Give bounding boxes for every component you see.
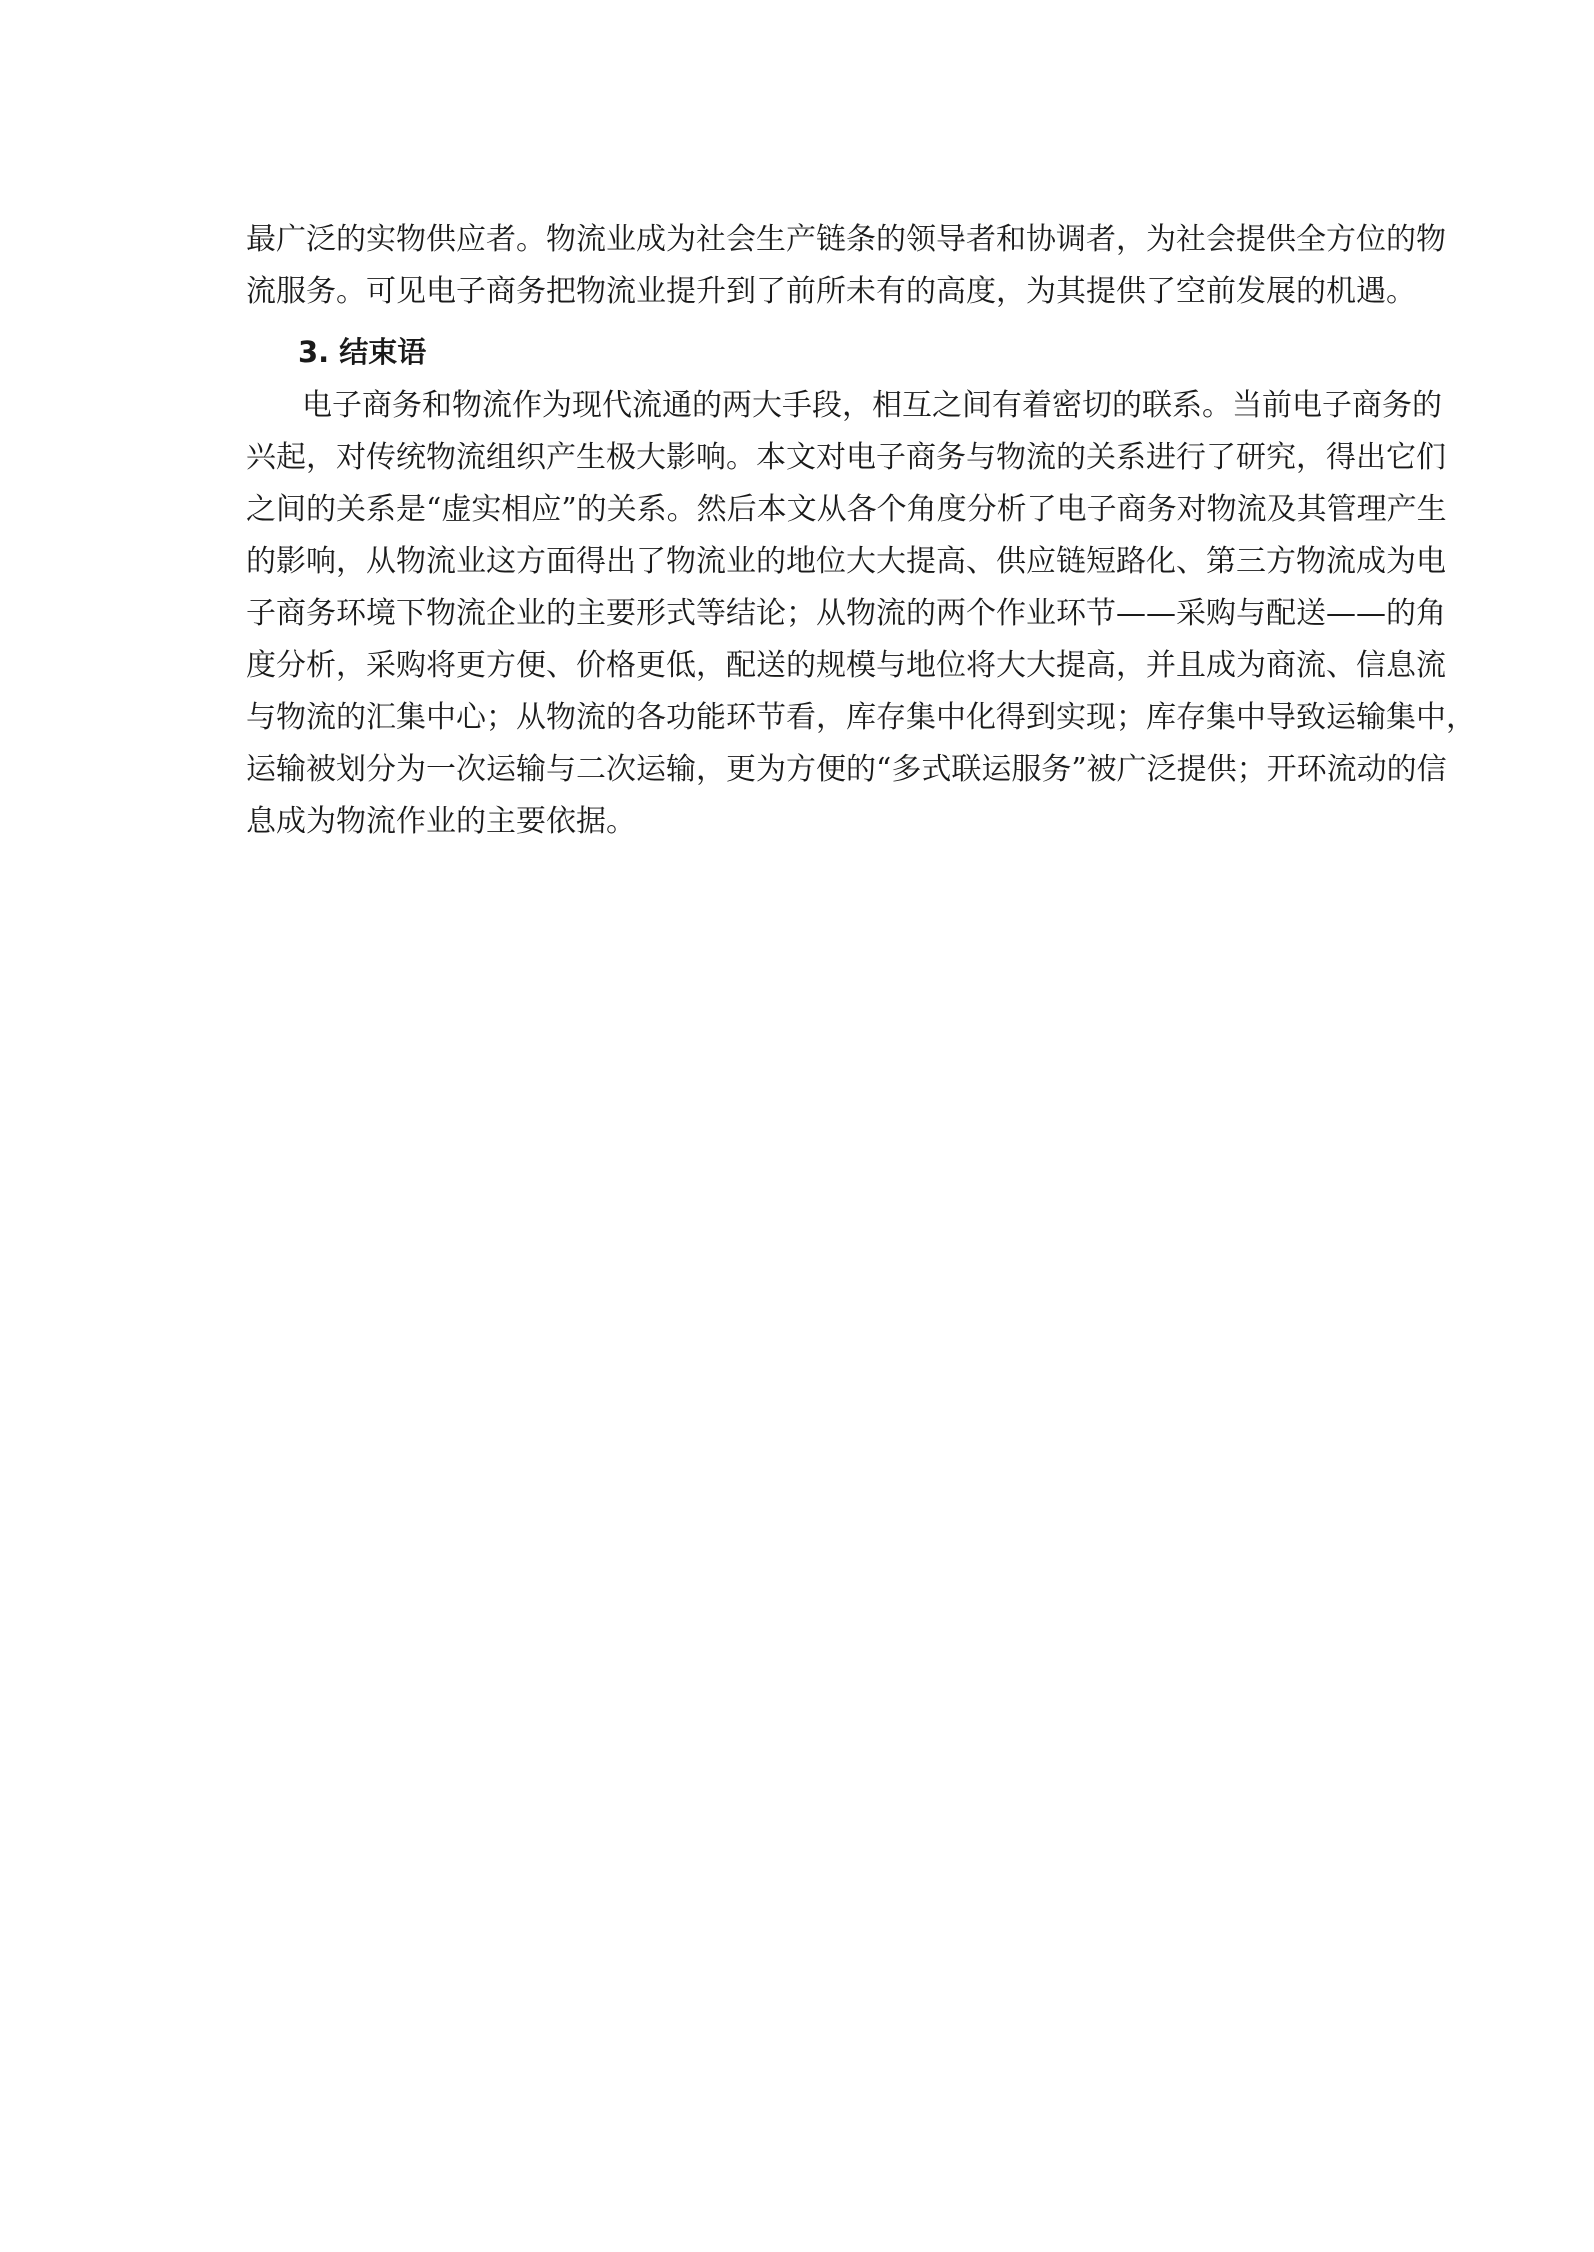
paragraph-line: 电子商务和物流作为现代流通的两大手段，相互之间有着密切的联系。当前电子商务的 (302, 388, 1442, 423)
paragraph-line: 子商务环境下物流企业的主要形式等结论；从物流的两个作业环节——采购与配送——的角 (246, 596, 1446, 631)
carryover-paragraph (246, 214, 1446, 318)
paragraph-line: 息成为物流作业的主要依据。 (246, 804, 636, 839)
paragraph-line: 之间的关系是“虚实相应”的关系。然后本文从各个角度分析了电子商务对物流及其管理产生 (246, 492, 1447, 527)
section-heading (246, 324, 1348, 380)
paragraph-line: 兴起，对传统物流组织产生极大影响。本文对电子商务与物流的关系进行了研究，得出它们 (246, 440, 1446, 475)
paragraph-line: 运输被划分为一次运输与二次运输，更为方便的“多式联运服务”被广泛提供；开环流动的信 (246, 752, 1447, 787)
conclusion-paragraph (246, 380, 1476, 848)
paragraph-line: 与物流的汇集中心；从物流的各功能环节看，库存集中化得到实现；库存集中导致运输集中， (246, 700, 1476, 735)
paragraph-line: 度分析，采购将更方便、价格更低，配送的规模与地位将大大提高，并且成为商流、信息流 (246, 648, 1446, 683)
section-title: 结束语 (339, 335, 427, 369)
paragraph-line: 流服务。可见电子商务把物流业提升到了前所未有的高度，为其提供了空前发展的机遇。 (246, 274, 1416, 309)
paragraph-line: 最广泛的实物供应者。物流业成为社会生产链条的领导者和协调者，为社会提供全方位的物 (246, 222, 1446, 257)
paragraph-line: 的影响，从物流业这方面得出了物流业的地位大大提高、供应链短路化、第三方物流成为电 (246, 544, 1446, 579)
page-body (246, 214, 1476, 848)
section-number: 3. (298, 335, 330, 369)
